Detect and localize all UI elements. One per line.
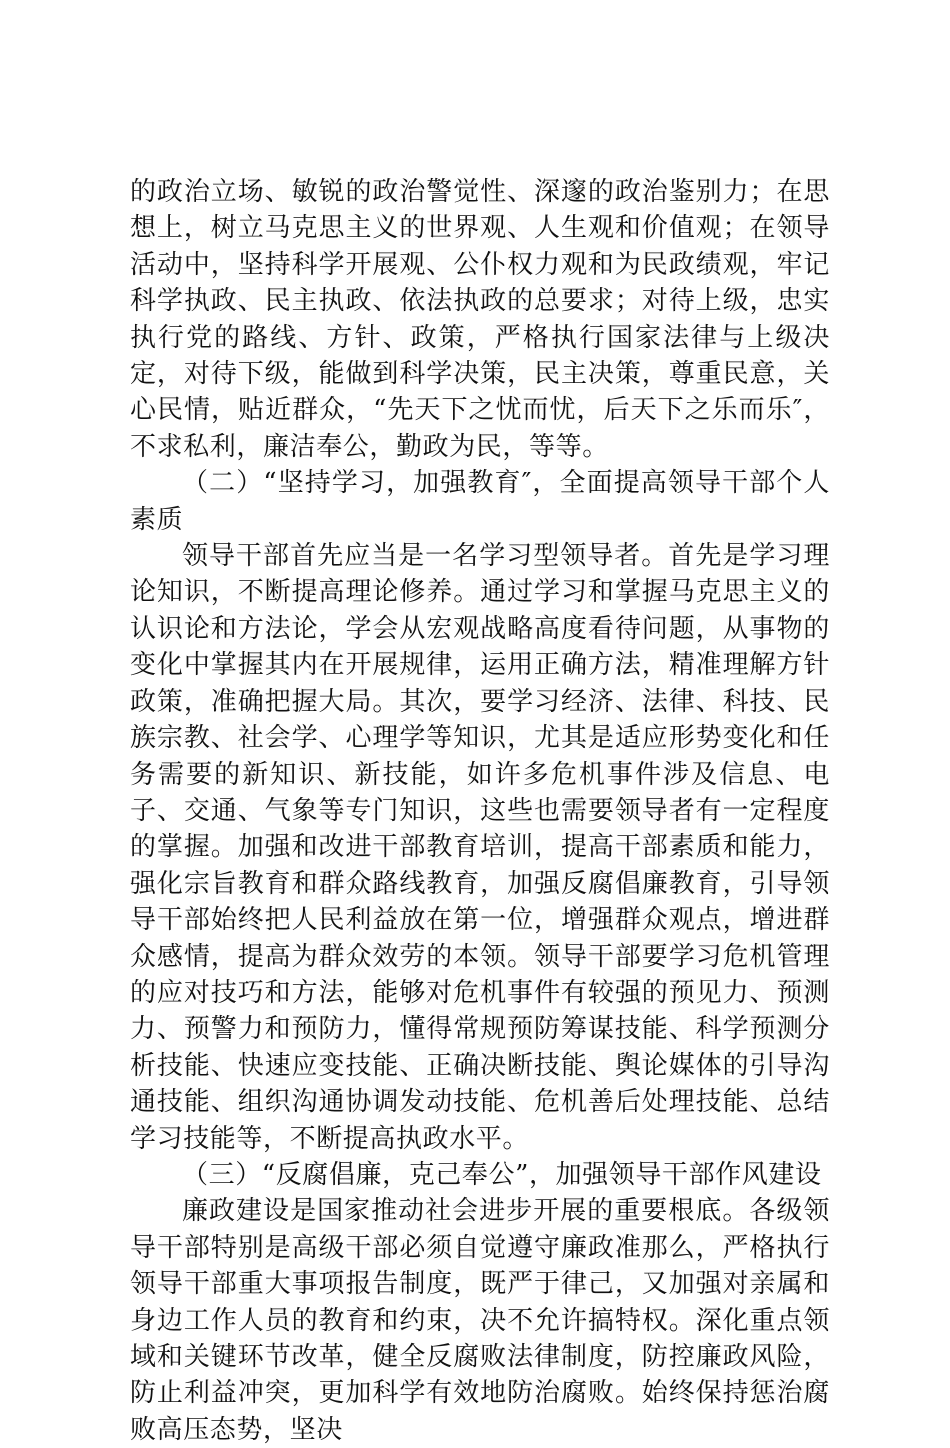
paragraph-learning: 领导干部首先应当是一名学习型领导者。首先是学习理论知识，不断提高理论修养。通过学习和掌握马克思主义的认识论和方法论，学会从宏观战略高度看待问题，从事物的变化中掌握其内在开展规律，运用正确方法，精准理解方针政策，准确把握大局。其次，要学习经济、法律、科技、民族宗教、社会学、心理学等知识，尤其是适应形势变化和任务需要的新知识、新技能，如许多危机事件涉及信息、电子、交通、气象等专门知识，这些也需要领导者有一定程度的掌握。加强和改进干部教育培训，提高干部素质和能力，强化宗旨教育和群众路线教育，加强反腐倡廉教育，引导领导干部始终把人民利益放在第一位，增强群众观点，增进群众感情，提高为群众效劳的本领。领导干部要学习危机管理的应对技巧和方法，能够对危机事件有较强的预见力、预测力、预警力和预防力，懂得常规预防筹谋技能、科学预测分析技能、快速应变技能、正确决断技能、舆论媒体的引导沟通技能、组织沟通协调发动技能、危机善后处理技能、总结学习技能等，不断提高执政水平。 xyxy=(130,541,830,1154)
paragraph-anticorruption: 廉政建设是国家推动社会进步开展的重要根底。各级领导干部特别是高级干部必须自觉遵守廉政准那么，严格执行领导干部重大事项报告制度，既严于律己，又加强对亲属和身边工作人员的教育和约束，决不允许搞特权。深化重点领域和关键环节改革，健全反腐败法律制度，防控廉政风险，防止利益冲突，更加科学有效地防治腐败。始终保持惩治腐败高压态势，坚决 xyxy=(130,1196,830,1445)
section-heading-two: （二）“坚持学习，加强教育″，全面提高领导干部个人素质 xyxy=(130,468,830,535)
section-heading-three: （三）“反腐倡廉，克己奉公”，加强领导干部作风建设 xyxy=(182,1159,822,1190)
document-body xyxy=(130,174,830,1448)
paragraph-continuation: 的政治立场、敏锐的政治警觉性、深邃的政治鉴别力；在思想上，树立马克思主义的世界观、人生观和价值观；在领导活动中，坚持科学开展观、公仆权力观和为民政绩观，牢记科学执政、民主执政、依法执政的总要求；对待上级，忠实执行党的路线、方针、政策，严格执行国家法律与上级决定，对待下级，能做到科学决策，民主决策，尊重民意，关心民情，贴近群众，“先天下之忧而忧，后天下之乐而乐″，不求私利，廉洁奉公，勤政为民，等等。 xyxy=(130,177,830,462)
